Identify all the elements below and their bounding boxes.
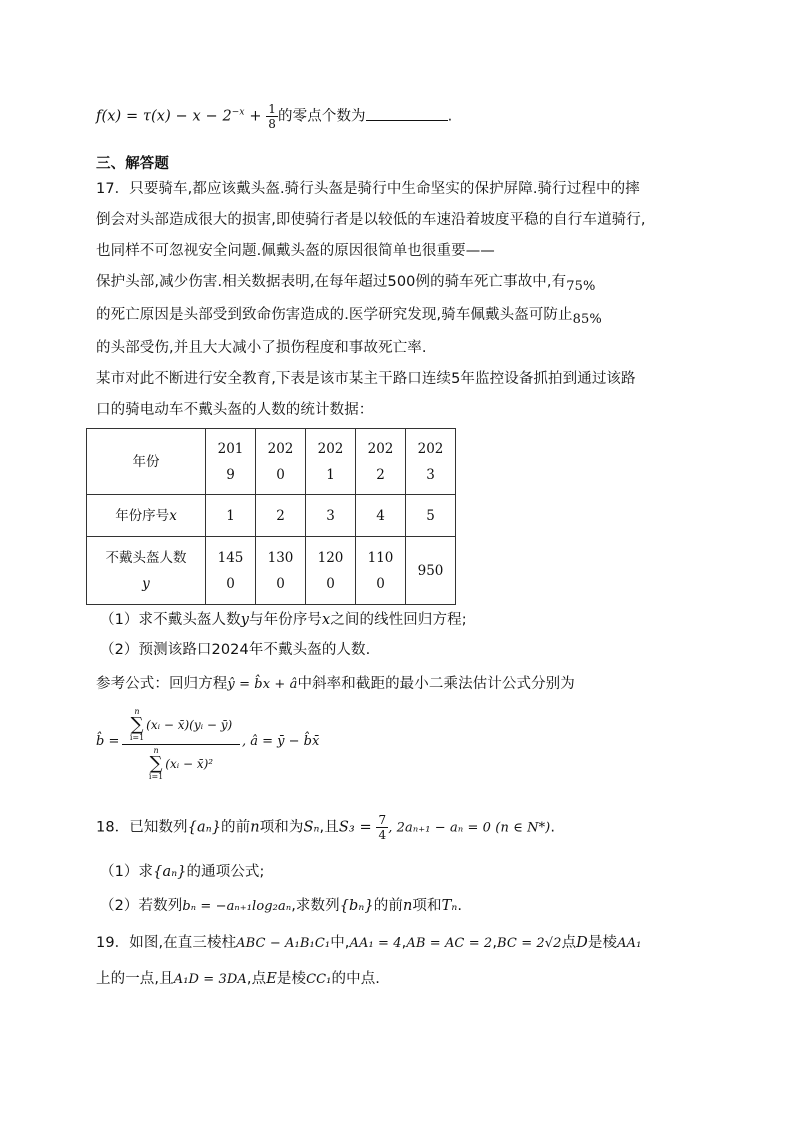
q17-line-4-text: 保护头部,减少伤害.相关数据表明,在每年超过500例的骑车死亡事故中,有 bbox=[96, 274, 567, 290]
pct-75: 75% bbox=[566, 279, 596, 294]
table-cell: 5 bbox=[406, 495, 456, 537]
table-cell: 120 0 bbox=[306, 537, 356, 605]
q18-sub2: （2）若数列bₙ = −aₙ₊₁log₂aₙ,求数列{bₙ}的前n项和Tₙ. bbox=[100, 898, 463, 914]
table-cell: 202 2 bbox=[356, 429, 406, 495]
q19-line-2: 上的一点,且A₁D = 3DA,点E是棱CC₁的中点. bbox=[96, 971, 381, 987]
answer-blank[interactable] bbox=[366, 108, 448, 121]
q16-formula-exp: −x bbox=[231, 107, 245, 118]
q18-fraction: $\frac{7}{4}$ bbox=[378, 813, 387, 842]
q17-line-4 bbox=[96, 270, 596, 294]
q17-line-1: 17．只要骑车,都应该戴头盔.骑行头盔是骑行中生命坚实的保护屏障.骑行过程中的摔 bbox=[96, 181, 640, 197]
q16-formula-lhs: f(x) = τ(x) − x − 2 bbox=[96, 108, 232, 125]
ahat-formula: , â = ȳ − b̂x̄ bbox=[242, 734, 320, 749]
helmet-data-table bbox=[86, 428, 456, 605]
q17-line-7: 某市对此不断进行安全教育,下表是该市某主干路口连续5年监控设备抓拍到通过该路 bbox=[96, 371, 636, 387]
q17-line-6: 的头部受伤,并且大大减小了损伤程度和事故死亡率. bbox=[96, 340, 427, 356]
bhat-numerator: (xᵢ − x̄)(yᵢ − ȳ) bbox=[146, 718, 233, 732]
q17-ref-line: 参考公式：回归方程ŷ = b̂x + â中斜率和截距的最小二乘法估计公式分别为 bbox=[96, 676, 575, 692]
table-header-year: 年份 bbox=[87, 429, 206, 495]
table-cell: 2 bbox=[256, 495, 306, 537]
section-title: 三、解答题 bbox=[96, 156, 169, 172]
table-header-count: 不戴头盔人数 y bbox=[87, 537, 206, 605]
q18-sub1: （1）求{aₙ}的通项公式; bbox=[100, 864, 265, 880]
table-cell: 202 1 bbox=[306, 429, 356, 495]
bhat-lhs: b̂ = bbox=[96, 734, 120, 749]
q16-end: . bbox=[447, 108, 453, 125]
table-cell: 4 bbox=[356, 495, 406, 537]
q17-line-2: 倒会对头部造成很大的损害,即使骑行者是以较低的车速沿着坡度平稳的自行车道骑行, bbox=[96, 212, 646, 228]
table-cell: 202 0 bbox=[256, 429, 306, 495]
table-cell: 145 0 bbox=[206, 537, 256, 605]
table-cell: 950 bbox=[406, 537, 456, 605]
sum-symbol-top: n ∑ i=1 bbox=[129, 707, 145, 742]
table-header-index: 年份序号x bbox=[87, 495, 206, 537]
table-row-index bbox=[87, 495, 456, 537]
q17-line-5-text: 的死亡原因是头部受到致命伤害造成的.医学研究发现,骑车佩戴头盔可防止 bbox=[96, 307, 573, 323]
q16-fraction: $\frac{1}{8}$ bbox=[268, 102, 277, 131]
table-cell: 1 bbox=[206, 495, 256, 537]
pct-85: 85% bbox=[572, 312, 602, 327]
q18-line: 18．已知数列{aₙ}的前n项和为Sₙ,且S₃ = $\frac{7}{4}$ , 2aₙ₊₁ − aₙ = 0 (n ∈ N*). bbox=[96, 813, 556, 842]
q19-line-1: 19．如图,在直三棱柱ABC − A₁B₁C₁中,AA₁ = 4,AB = AC = 2,BC = 2√2点D是棱AA₁ bbox=[96, 935, 642, 951]
sum-symbol-bottom: n ∑ i=1 bbox=[148, 746, 164, 781]
q17-sub1: （1）求不戴头盔人数y与年份序号x之间的线性回归方程; bbox=[100, 612, 467, 628]
table-cell: 110 0 bbox=[356, 537, 406, 605]
table-row-year bbox=[87, 429, 456, 495]
q17-line-8: 口的骑电动车不戴头盔的人数的统计数据： bbox=[96, 402, 374, 418]
table-cell: 3 bbox=[306, 495, 356, 537]
bhat-fraction bbox=[122, 708, 240, 781]
regression-equation: ŷ = b̂x + â bbox=[227, 677, 298, 692]
table-row-count bbox=[87, 537, 456, 605]
q17-line-5 bbox=[96, 303, 602, 327]
table-cell: 201 9 bbox=[206, 429, 256, 495]
bhat-denominator: (xᵢ − x̄)² bbox=[165, 757, 214, 771]
q16-formula-line bbox=[96, 103, 452, 130]
q17-sub2: （2）预测该路口2024年不戴头盔的人数. bbox=[100, 642, 371, 658]
q16-text: 的零点个数为 bbox=[278, 108, 366, 125]
table-cell: 202 3 bbox=[406, 429, 456, 495]
table-cell: 130 0 bbox=[256, 537, 306, 605]
q17-line-3: 也同样不可忽视安全问题.佩戴头盔的原因很简单也很重要—— bbox=[96, 243, 495, 259]
q16-plus: + bbox=[249, 108, 262, 125]
